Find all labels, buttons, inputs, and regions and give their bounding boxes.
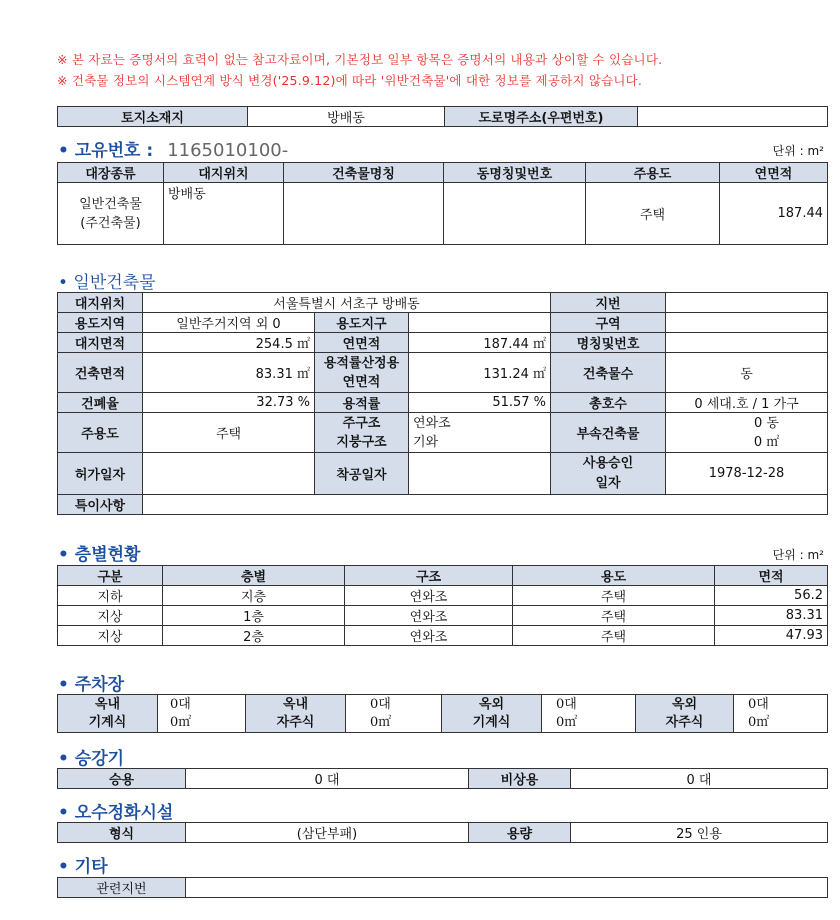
parking-area: 0㎡ bbox=[556, 714, 578, 730]
main-use-label: 주용도 bbox=[58, 413, 143, 453]
parking-label-line1: 옥외 bbox=[671, 696, 698, 712]
parking-label-line2: 기계식 bbox=[472, 714, 511, 730]
floor-area: 56.2 bbox=[715, 586, 828, 606]
floor-use: 주택 bbox=[513, 606, 715, 626]
column-header: 층별 bbox=[163, 566, 345, 586]
parking-outdoor-mechanical-label bbox=[442, 695, 542, 733]
parking-count: 0대 bbox=[748, 696, 769, 712]
structure-label-line2: 지붕구조 bbox=[336, 434, 387, 450]
building-area-value: 83.31 ㎡ bbox=[143, 353, 315, 393]
column-header: 용도 bbox=[513, 566, 715, 586]
annex-label: 부속건축물 bbox=[551, 413, 666, 453]
parking-indoor-mechanical-value bbox=[158, 695, 246, 733]
floor-level: 지층 bbox=[163, 586, 345, 606]
units-value: 0 세대.호 / 1 가구 bbox=[666, 393, 828, 413]
parking-count: 0대 bbox=[370, 696, 391, 712]
column-header: 주용도 bbox=[586, 163, 720, 183]
parking-indoor-self-value bbox=[346, 695, 442, 733]
register-dong bbox=[444, 183, 586, 245]
jibun-value bbox=[666, 293, 828, 313]
floors-unit-label: 단위 : m² bbox=[772, 548, 824, 562]
general-building-heading: • 일반건축물 bbox=[58, 273, 156, 293]
floor-structure: 연와조 bbox=[345, 626, 513, 646]
annex-value-line1: 0 동 bbox=[754, 415, 779, 431]
unique-number-title: • 고유번호 : bbox=[58, 141, 154, 161]
structure-value-line2: 기와 bbox=[413, 434, 439, 450]
register-site: 방배동 bbox=[164, 183, 284, 245]
floor-category: 지상 bbox=[58, 626, 163, 646]
name-number-label: 명칭및번호 bbox=[551, 333, 666, 353]
parking-outdoor-self-label bbox=[636, 695, 734, 733]
main-use-value: 주택 bbox=[143, 413, 315, 453]
annex-value bbox=[666, 413, 828, 453]
parking-area: 0㎡ bbox=[748, 714, 770, 730]
floor-structure: 연와조 bbox=[345, 586, 513, 606]
parking-area: 0㎡ bbox=[370, 714, 392, 730]
building-count-label: 건축물수 bbox=[551, 353, 666, 393]
land-area-value: 254.5 ㎡ bbox=[143, 333, 315, 353]
structure-label-line1: 주구조 bbox=[342, 415, 381, 431]
road-address-value bbox=[638, 107, 828, 127]
parking-label-line1: 옥내 bbox=[94, 696, 121, 712]
parking-table bbox=[57, 694, 828, 733]
jibun-label: 지번 bbox=[551, 293, 666, 313]
area-label: 구역 bbox=[551, 313, 666, 333]
road-address-label: 도로명주소(우편번호) bbox=[445, 107, 638, 127]
floors-table bbox=[57, 565, 828, 646]
sewage-heading: • 오수정화시설 bbox=[58, 803, 174, 823]
etc-table bbox=[57, 877, 828, 898]
emergency-elevator-label: 비상용 bbox=[469, 769, 571, 789]
floor-category: 지상 bbox=[58, 606, 163, 626]
area-value bbox=[666, 313, 828, 333]
floor-category: 지하 bbox=[58, 586, 163, 606]
parking-outdoor-mechanical-value bbox=[542, 695, 636, 733]
approval-date-label-line1: 사용승인 bbox=[582, 455, 634, 471]
sewage-type-label: 형식 bbox=[58, 823, 186, 843]
sewage-capacity-value: 25 인용 bbox=[571, 823, 828, 843]
related-lot-value bbox=[186, 878, 828, 898]
location-table bbox=[57, 106, 828, 127]
parking-count: 0대 bbox=[556, 696, 577, 712]
parking-label-line2: 자주식 bbox=[665, 714, 704, 730]
unit-label: 단위 : m² bbox=[772, 144, 824, 158]
elevator-heading: • 승강기 bbox=[58, 749, 125, 769]
start-date-value bbox=[409, 453, 551, 495]
site-value: 서울특별시 서초구 방배동 bbox=[143, 293, 551, 313]
floor-use: 주택 bbox=[513, 626, 715, 646]
floor-structure: 연와조 bbox=[345, 606, 513, 626]
column-header: 건축물명칭 bbox=[284, 163, 444, 183]
structure-value bbox=[409, 413, 551, 453]
structure-label bbox=[315, 413, 409, 453]
floor-area: 47.93 bbox=[715, 626, 828, 646]
special-notes-label: 특이사항 bbox=[58, 495, 143, 515]
register-table bbox=[57, 162, 828, 245]
sewage-capacity-label: 용량 bbox=[469, 823, 571, 843]
parking-label-line1: 옥내 bbox=[282, 696, 309, 712]
unique-number-heading bbox=[58, 136, 288, 161]
sewage-table bbox=[57, 822, 828, 843]
land-area-label: 대지면적 bbox=[58, 333, 143, 353]
far-area-label-line2: 연면적 bbox=[342, 374, 381, 390]
column-header: 대장종류 bbox=[58, 163, 164, 183]
passenger-elevator-label: 승용 bbox=[58, 769, 186, 789]
bcr-label: 건폐율 bbox=[58, 393, 143, 413]
register-type bbox=[58, 183, 164, 245]
land-location-value: 방배동 bbox=[248, 107, 445, 127]
approval-date-label bbox=[551, 453, 666, 495]
register-type-line2: (주건축물) bbox=[80, 215, 141, 231]
floor-level: 1층 bbox=[163, 606, 345, 626]
column-header: 대지위치 bbox=[164, 163, 284, 183]
passenger-elevator-value: 0 대 bbox=[186, 769, 469, 789]
approval-date-value: 1978-12-28 bbox=[666, 453, 828, 495]
floor-use: 주택 bbox=[513, 586, 715, 606]
table-row bbox=[58, 626, 828, 646]
register-type-line1: 일반건축물 bbox=[79, 196, 142, 212]
elevator-table bbox=[57, 768, 828, 789]
parking-label-line1: 옥외 bbox=[478, 696, 505, 712]
district-label: 용도지구 bbox=[315, 313, 409, 333]
parking-heading: • 주차장 bbox=[58, 675, 125, 695]
annex-value-line2: 0 ㎡ bbox=[753, 434, 780, 450]
column-header: 동명칭및번호 bbox=[444, 163, 586, 183]
permit-date-label: 허가일자 bbox=[58, 453, 143, 495]
start-date-label: 착공일자 bbox=[315, 453, 409, 495]
related-lot-label: 관련지번 bbox=[58, 878, 186, 898]
permit-date-value bbox=[143, 453, 315, 495]
far-value: 51.57 % bbox=[409, 393, 551, 413]
sewage-type-value: (삼단부패) bbox=[186, 823, 469, 843]
bcr-value: 32.73 % bbox=[143, 393, 315, 413]
land-location-label: 토지소재지 bbox=[58, 107, 248, 127]
parking-outdoor-self-value bbox=[734, 695, 828, 733]
total-area-label: 연면적 bbox=[315, 333, 409, 353]
table-row bbox=[58, 606, 828, 626]
approval-date-label-line2: 일자 bbox=[595, 475, 621, 491]
far-area-value: 131.24 ㎡ bbox=[409, 353, 551, 393]
floors-heading: • 층별현황 bbox=[58, 545, 141, 565]
emergency-elevator-value: 0 대 bbox=[571, 769, 828, 789]
register-total-area: 187.44 bbox=[720, 183, 828, 245]
building-count-value: 동 bbox=[666, 353, 828, 393]
parking-area: 0㎡ bbox=[170, 714, 192, 730]
parking-count: 0대 bbox=[170, 696, 191, 712]
general-building-table bbox=[57, 292, 828, 515]
total-area-value: 187.44 ㎡ bbox=[409, 333, 551, 353]
etc-heading: • 기타 bbox=[58, 857, 108, 877]
register-building-name bbox=[284, 183, 444, 245]
far-label: 용적률 bbox=[315, 393, 409, 413]
parking-label-line2: 기계식 bbox=[88, 714, 127, 730]
notice-line: ※ 본 자료는 증명서의 효력이 없는 참고자료이며, 기본정보 일부 항목은 증명서의 내용과 상이할 수 있습니다. bbox=[57, 52, 663, 67]
parking-indoor-self-label bbox=[246, 695, 346, 733]
name-number-value bbox=[666, 333, 828, 353]
district-value bbox=[409, 313, 551, 333]
zone-value: 일반주거지역 외 0 bbox=[143, 313, 315, 333]
column-header: 구분 bbox=[58, 566, 163, 586]
far-area-label-line1: 용적률산정용 bbox=[323, 355, 400, 371]
zone-label: 용도지역 bbox=[58, 313, 143, 333]
parking-indoor-mechanical-label bbox=[58, 695, 158, 733]
unique-number-value: 1165010100- bbox=[167, 140, 289, 161]
register-main-use: 주택 bbox=[586, 183, 720, 245]
building-area-label: 건축면적 bbox=[58, 353, 143, 393]
units-label: 총호수 bbox=[551, 393, 666, 413]
parking-label-line2: 자주식 bbox=[276, 714, 315, 730]
column-header: 구조 bbox=[345, 566, 513, 586]
site-label: 대지위치 bbox=[58, 293, 143, 313]
floor-level: 2층 bbox=[163, 626, 345, 646]
structure-value-line1: 연와조 bbox=[413, 415, 451, 431]
far-area-label bbox=[315, 353, 409, 393]
column-header: 면적 bbox=[715, 566, 828, 586]
floor-area: 83.31 bbox=[715, 606, 828, 626]
column-header: 연면적 bbox=[720, 163, 828, 183]
table-row bbox=[58, 586, 828, 606]
special-notes-value bbox=[143, 495, 828, 515]
notice-line: ※ 건축물 정보의 시스템연계 방식 변경('25.9.12)에 따라 '위반건축물'에 대한 정보를 제공하지 않습니다. bbox=[57, 73, 643, 88]
